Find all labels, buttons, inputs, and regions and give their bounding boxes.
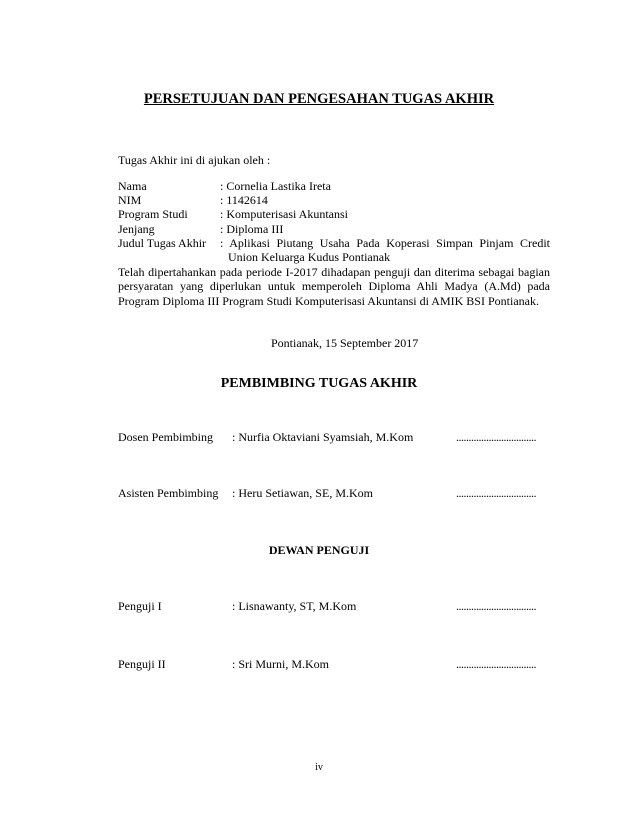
- penguji-1-label: Penguji I: [118, 599, 162, 613]
- signature-line: ................................: [456, 430, 536, 444]
- field-value-nim: : 1142614: [220, 193, 268, 207]
- field-value-judul-line2: Union Keluarga Kudus Pontianak: [228, 250, 391, 264]
- field-label-prodi: Program Studi: [118, 207, 188, 221]
- statement-paragraph: Telah dipertahankan pada periode I-2017 dihadapan penguji dan diterima sebagai bagian persyaratan yang diperlukan untuk memperoleh Diploma Ahli Madya (A.Md) pada Program Diploma III Program Studi Komputerisasi Akuntansi di AMIK BSI Pontianak.: [118, 265, 550, 308]
- signature-line: ................................: [456, 486, 536, 500]
- field-value-prodi: : Komputerisasi Akuntansi: [220, 207, 348, 221]
- field-value-judul-line1: : Aplikasi Piutang Usaha Pada Koperasi Simpan Pinjam Credit: [220, 236, 550, 250]
- penguji-heading: DEWAN PENGUJI: [268, 543, 370, 557]
- intro-text: Tugas Akhir ini di ajukan oleh :: [118, 153, 271, 167]
- page-title: PERSETUJUAN DAN PENGESAHAN TUGAS AKHIR: [143, 91, 495, 107]
- asisten-pembimbing-label: Asisten Pembimbing: [118, 486, 219, 500]
- dosen-pembimbing-name: : Nurfia Oktaviani Syamsiah, M.Kom: [232, 430, 414, 444]
- penguji-2-name: : Sri Murni, M.Kom: [232, 657, 330, 671]
- asisten-pembimbing-name: : Heru Setiawan, SE, M.Kom: [232, 486, 373, 500]
- field-value-nama: : Cornelia Lastika Ireta: [220, 179, 331, 193]
- signature-line: ................................: [456, 599, 536, 613]
- field-label-nama: Nama: [118, 179, 147, 193]
- page-number: iv: [315, 762, 323, 773]
- field-value-jenjang: : Diploma III: [220, 222, 284, 236]
- signature-line: ................................: [456, 657, 536, 671]
- field-label-jenjang: Jenjang: [118, 222, 155, 236]
- penguji-2-label: Penguji II: [118, 657, 166, 671]
- field-label-nim: NIM: [118, 193, 142, 207]
- field-label-judul: Judul Tugas Akhir: [118, 236, 207, 250]
- pembimbing-heading: PEMBIMBING TUGAS AKHIR: [220, 376, 418, 391]
- place-date: Pontianak, 15 September 2017: [271, 336, 419, 350]
- dosen-pembimbing-label: Dosen Pembimbing: [118, 430, 213, 444]
- penguji-1-name: : Lisnawanty, ST, M.Kom: [232, 599, 357, 613]
